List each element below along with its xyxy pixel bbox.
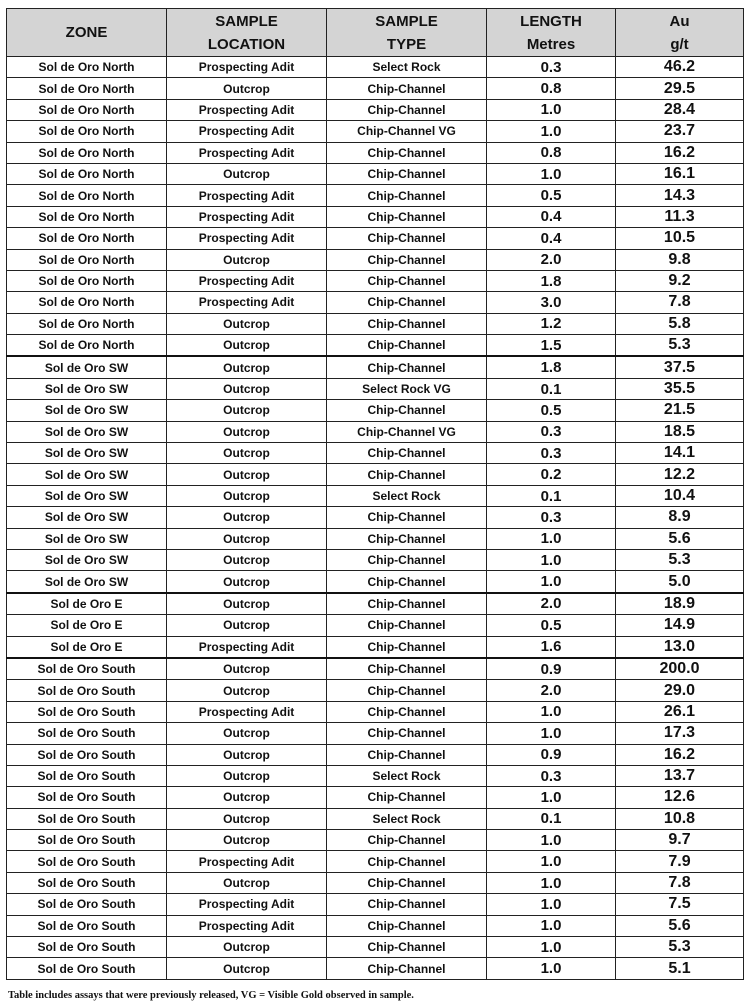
sample-location-cell: Outcrop [167,378,327,399]
sample-location-cell: Outcrop [167,872,327,893]
length-cell: 1.0 [487,894,616,915]
au-grade-cell: 10.8 [616,808,744,829]
zone-cell: Sol de Oro North [7,249,167,270]
sample-location-cell: Outcrop [167,808,327,829]
zone-cell: Sol de Oro SW [7,443,167,464]
table-header [7,9,744,57]
sample-location-cell: Outcrop [167,313,327,334]
sample-location-cell: Outcrop [167,485,327,506]
sample-location-cell: Outcrop [167,937,327,958]
zone-cell: Sol de Oro E [7,636,167,658]
table-row [7,549,744,570]
sample-type-cell: Chip-Channel VG [327,421,487,442]
zone-cell: Sol de Oro South [7,658,167,680]
au-grade-cell: 5.1 [616,958,744,979]
header-zone [7,9,167,57]
sample-location-cell: Prospecting Adit [167,915,327,936]
sample-location-cell: Outcrop [167,744,327,765]
sample-type-cell: Select Rock VG [327,378,487,399]
table-row [7,787,744,808]
header-row [7,9,744,57]
sample-type-cell: Select Rock [327,57,487,78]
au-grade-cell: 46.2 [616,57,744,78]
sample-location-cell: Outcrop [167,356,327,378]
au-grade-cell: 5.8 [616,313,744,334]
table-row [7,421,744,442]
header-au-grade [616,9,744,57]
length-cell: 0.5 [487,185,616,206]
table-row [7,57,744,78]
sample-type-cell: Select Rock [327,808,487,829]
sample-location-cell: Outcrop [167,421,327,442]
sample-location-cell: Prospecting Adit [167,701,327,722]
au-grade-cell: 10.4 [616,485,744,506]
length-cell: 1.8 [487,356,616,378]
zone-cell: Sol de Oro South [7,701,167,722]
table-row [7,485,744,506]
table-row [7,249,744,270]
sample-type-cell: Chip-Channel [327,142,487,163]
sample-type-cell: Chip-Channel [327,292,487,313]
table-row [7,615,744,636]
zone-cell: Sol de Oro North [7,313,167,334]
table-row [7,228,744,249]
au-grade-cell: 23.7 [616,121,744,142]
sample-location-cell: Outcrop [167,78,327,99]
table-row [7,528,744,549]
length-cell: 0.9 [487,744,616,765]
zone-cell: Sol de Oro South [7,894,167,915]
table-row [7,378,744,399]
sample-location-cell: Outcrop [167,765,327,786]
sample-location-cell: Outcrop [167,958,327,979]
sample-type-cell: Chip-Channel [327,528,487,549]
au-grade-cell: 16.2 [616,744,744,765]
au-grade-cell: 13.0 [616,636,744,658]
header-length-line2: Metres [526,35,576,53]
length-cell: 0.3 [487,443,616,464]
sample-location-cell: Outcrop [167,615,327,636]
table-row [7,270,744,291]
zone-cell: Sol de Oro North [7,99,167,120]
sample-type-cell: Chip-Channel [327,507,487,528]
length-cell: 1.0 [487,787,616,808]
table-row [7,701,744,722]
sample-location-cell: Outcrop [167,528,327,549]
length-cell: 1.0 [487,528,616,549]
zone-cell: Sol de Oro E [7,593,167,615]
length-cell: 0.1 [487,485,616,506]
header-length-line1: LENGTH [520,12,582,30]
sample-type-cell: Select Rock [327,485,487,506]
au-grade-cell: 37.5 [616,356,744,378]
zone-cell: Sol de Oro North [7,206,167,227]
zone-cell: Sol de Oro South [7,680,167,701]
au-grade-cell: 9.2 [616,270,744,291]
zone-cell: Sol de Oro North [7,292,167,313]
zone-cell: Sol de Oro South [7,723,167,744]
length-cell: 1.0 [487,121,616,142]
header-au-line1: Au [669,12,690,30]
table-row [7,356,744,378]
length-cell: 2.0 [487,593,616,615]
table-row [7,163,744,184]
table-row [7,680,744,701]
length-cell: 1.8 [487,270,616,291]
length-cell: 0.4 [487,206,616,227]
zone-cell: Sol de Oro South [7,937,167,958]
table-row [7,937,744,958]
sample-location-cell: Prospecting Adit [167,99,327,120]
au-grade-cell: 14.1 [616,443,744,464]
table-row [7,915,744,936]
header-sample-type [327,9,487,57]
zone-cell: Sol de Oro North [7,57,167,78]
au-grade-cell: 5.6 [616,915,744,936]
table-row [7,744,744,765]
sample-type-cell: Chip-Channel [327,830,487,851]
au-grade-cell: 5.3 [616,937,744,958]
table-row [7,121,744,142]
table-row [7,851,744,872]
length-cell: 0.8 [487,142,616,163]
sample-location-cell: Outcrop [167,163,327,184]
header-au-line2: g/t [670,35,689,53]
sample-location-cell: Outcrop [167,658,327,680]
sample-location-cell: Outcrop [167,593,327,615]
sample-type-cell: Chip-Channel [327,313,487,334]
table-row [7,872,744,893]
length-cell: 1.0 [487,99,616,120]
sample-type-cell: Chip-Channel [327,872,487,893]
length-cell: 0.4 [487,228,616,249]
length-cell: 1.0 [487,872,616,893]
au-grade-cell: 9.8 [616,249,744,270]
au-grade-cell: 35.5 [616,378,744,399]
length-cell: 0.3 [487,765,616,786]
zone-cell: Sol de Oro SW [7,378,167,399]
au-grade-cell: 17.3 [616,723,744,744]
header-zone-label: ZONE [65,24,108,41]
sample-type-cell: Chip-Channel [327,443,487,464]
table-row [7,830,744,851]
zone-cell: Sol de Oro SW [7,507,167,528]
au-grade-cell: 5.3 [616,335,744,357]
zone-cell: Sol de Oro SW [7,528,167,549]
sample-type-cell: Chip-Channel [327,335,487,357]
sample-type-cell: Chip-Channel [327,78,487,99]
assay-results-table [6,8,744,980]
au-grade-cell: 16.1 [616,163,744,184]
sample-type-cell: Chip-Channel [327,744,487,765]
zone-cell: Sol de Oro North [7,142,167,163]
sample-type-cell: Chip-Channel [327,636,487,658]
sample-location-cell: Outcrop [167,787,327,808]
au-grade-cell: 21.5 [616,400,744,421]
length-cell: 2.0 [487,249,616,270]
zone-cell: Sol de Oro North [7,270,167,291]
au-grade-cell: 11.3 [616,206,744,227]
table-row [7,765,744,786]
zone-cell: Sol de Oro SW [7,356,167,378]
au-grade-cell: 12.2 [616,464,744,485]
header-length [487,9,616,57]
sample-location-cell: Outcrop [167,335,327,357]
header-sample-type-line2: TYPE [386,35,427,53]
length-cell: 0.5 [487,615,616,636]
zone-cell: Sol de Oro South [7,958,167,979]
zone-cell: Sol de Oro North [7,228,167,249]
au-grade-cell: 7.9 [616,851,744,872]
header-sample-location-line1: SAMPLE [215,12,278,30]
table-row [7,636,744,658]
zone-cell: Sol de Oro SW [7,571,167,593]
sample-location-cell: Outcrop [167,680,327,701]
sample-location-cell: Prospecting Adit [167,121,327,142]
au-grade-cell: 5.6 [616,528,744,549]
zone-cell: Sol de Oro North [7,185,167,206]
zone-cell: Sol de Oro South [7,915,167,936]
au-grade-cell: 26.1 [616,701,744,722]
zone-cell: Sol de Oro North [7,121,167,142]
au-grade-cell: 28.4 [616,99,744,120]
sample-location-cell: Outcrop [167,571,327,593]
au-grade-cell: 13.7 [616,765,744,786]
sample-type-cell: Chip-Channel [327,185,487,206]
table-row [7,142,744,163]
table-row [7,593,744,615]
zone-cell: Sol de Oro SW [7,485,167,506]
sample-type-cell: Chip-Channel [327,571,487,593]
sample-location-cell: Prospecting Adit [167,57,327,78]
length-cell: 1.5 [487,335,616,357]
sample-type-cell: Chip-Channel [327,356,487,378]
zone-cell: Sol de Oro South [7,808,167,829]
zone-cell: Sol de Oro North [7,78,167,99]
length-cell: 1.0 [487,723,616,744]
au-grade-cell: 12.6 [616,787,744,808]
zone-cell: Sol de Oro SW [7,549,167,570]
au-grade-cell: 10.5 [616,228,744,249]
length-cell: 0.3 [487,421,616,442]
length-cell: 0.3 [487,507,616,528]
length-cell: 1.0 [487,701,616,722]
length-cell: 1.0 [487,163,616,184]
sample-type-cell: Chip-Channel [327,851,487,872]
au-grade-cell: 9.7 [616,830,744,851]
table-footnote: Table includes assays that were previously released, VG = Visible Gold observed in sample. [8,990,414,1001]
sample-location-cell: Prospecting Adit [167,142,327,163]
sample-type-cell: Select Rock [327,765,487,786]
sample-type-cell: Chip-Channel [327,615,487,636]
zone-cell: Sol de Oro South [7,787,167,808]
zone-cell: Sol de Oro South [7,744,167,765]
sample-type-cell: Chip-Channel [327,915,487,936]
sample-location-cell: Outcrop [167,507,327,528]
table-row [7,206,744,227]
table-row [7,292,744,313]
sample-location-cell: Outcrop [167,549,327,570]
length-cell: 1.0 [487,915,616,936]
table-row [7,571,744,593]
sample-type-cell: Chip-Channel [327,270,487,291]
au-grade-cell: 14.3 [616,185,744,206]
sample-location-cell: Outcrop [167,400,327,421]
sample-location-cell: Outcrop [167,830,327,851]
length-cell: 1.0 [487,851,616,872]
table-row [7,894,744,915]
table-row [7,808,744,829]
sample-location-cell: Prospecting Adit [167,228,327,249]
table-row [7,78,744,99]
table-body [7,57,744,980]
sample-type-cell: Chip-Channel [327,937,487,958]
length-cell: 1.0 [487,937,616,958]
table-row [7,185,744,206]
zone-cell: Sol de Oro SW [7,400,167,421]
length-cell: 1.2 [487,313,616,334]
length-cell: 0.1 [487,378,616,399]
sample-location-cell: Outcrop [167,723,327,744]
au-grade-cell: 7.5 [616,894,744,915]
length-cell: 1.0 [487,549,616,570]
sample-location-cell: Outcrop [167,443,327,464]
au-grade-cell: 29.5 [616,78,744,99]
table-row [7,723,744,744]
au-grade-cell: 7.8 [616,292,744,313]
length-cell: 0.1 [487,808,616,829]
sample-type-cell: Chip-Channel [327,658,487,680]
table-row [7,313,744,334]
length-cell: 0.3 [487,57,616,78]
au-grade-cell: 18.9 [616,593,744,615]
length-cell: 0.9 [487,658,616,680]
sample-type-cell: Chip-Channel [327,549,487,570]
length-cell: 0.2 [487,464,616,485]
zone-cell: Sol de Oro North [7,335,167,357]
zone-cell: Sol de Oro South [7,830,167,851]
au-grade-cell: 18.5 [616,421,744,442]
zone-cell: Sol de Oro North [7,163,167,184]
table-row [7,958,744,979]
sample-type-cell: Chip-Channel [327,701,487,722]
sample-type-cell: Chip-Channel [327,593,487,615]
table-row [7,464,744,485]
sample-location-cell: Prospecting Adit [167,206,327,227]
sample-type-cell: Chip-Channel [327,99,487,120]
table-row [7,507,744,528]
zone-cell: Sol de Oro SW [7,421,167,442]
au-grade-cell: 14.9 [616,615,744,636]
length-cell: 2.0 [487,680,616,701]
header-sample-location [167,9,327,57]
au-grade-cell: 8.9 [616,507,744,528]
sample-location-cell: Prospecting Adit [167,894,327,915]
sample-type-cell: Chip-Channel [327,958,487,979]
au-grade-cell: 200.0 [616,658,744,680]
table-row [7,443,744,464]
sample-location-cell: Outcrop [167,464,327,485]
au-grade-cell: 5.3 [616,549,744,570]
length-cell: 0.8 [487,78,616,99]
length-cell: 0.5 [487,400,616,421]
sample-type-cell: Chip-Channel VG [327,121,487,142]
zone-cell: Sol de Oro E [7,615,167,636]
zone-cell: Sol de Oro South [7,872,167,893]
length-cell: 3.0 [487,292,616,313]
zone-cell: Sol de Oro South [7,851,167,872]
sample-location-cell: Prospecting Adit [167,851,327,872]
au-grade-cell: 16.2 [616,142,744,163]
table-row [7,99,744,120]
length-cell: 1.6 [487,636,616,658]
au-grade-cell: 29.0 [616,680,744,701]
sample-location-cell: Prospecting Adit [167,292,327,313]
sample-location-cell: Prospecting Adit [167,270,327,291]
length-cell: 1.0 [487,830,616,851]
sample-type-cell: Chip-Channel [327,680,487,701]
sample-type-cell: Chip-Channel [327,163,487,184]
table-row [7,335,744,357]
sample-location-cell: Outcrop [167,249,327,270]
length-cell: 1.0 [487,571,616,593]
zone-cell: Sol de Oro SW [7,464,167,485]
au-grade-cell: 5.0 [616,571,744,593]
au-grade-cell: 7.8 [616,872,744,893]
sample-type-cell: Chip-Channel [327,723,487,744]
table-row [7,658,744,680]
sample-location-cell: Prospecting Adit [167,636,327,658]
sample-type-cell: Chip-Channel [327,464,487,485]
sample-type-cell: Chip-Channel [327,787,487,808]
sample-type-cell: Chip-Channel [327,206,487,227]
table-row [7,400,744,421]
sample-type-cell: Chip-Channel [327,249,487,270]
zone-cell: Sol de Oro South [7,765,167,786]
sample-location-cell: Prospecting Adit [167,185,327,206]
length-cell: 1.0 [487,958,616,979]
sample-type-cell: Chip-Channel [327,894,487,915]
header-sample-location-line2: LOCATION [207,35,286,53]
sample-type-cell: Chip-Channel [327,228,487,249]
header-sample-type-line1: SAMPLE [375,12,438,30]
sample-type-cell: Chip-Channel [327,400,487,421]
